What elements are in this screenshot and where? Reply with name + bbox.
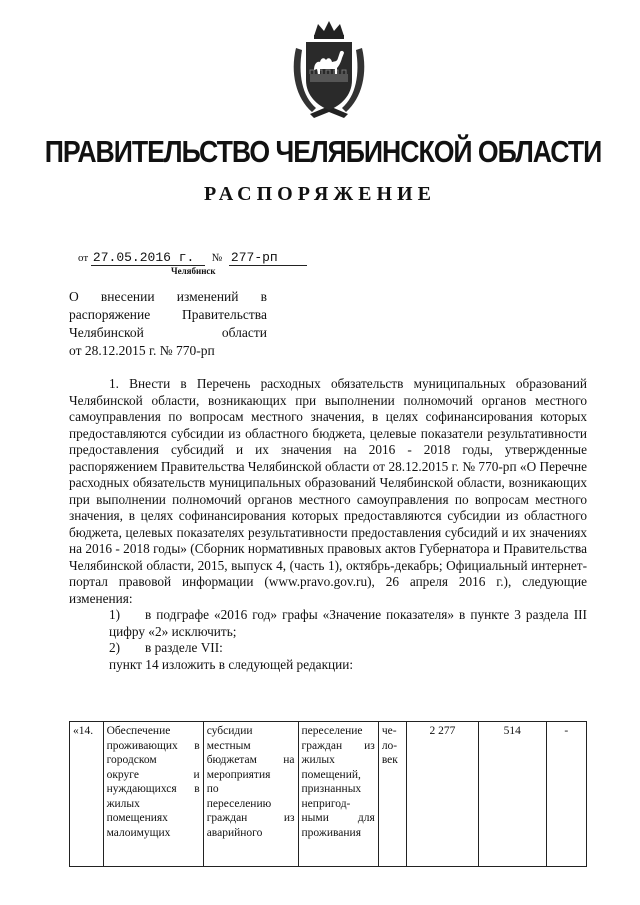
list-marker: 1) — [109, 607, 121, 622]
document-date: 27.05.2016 г. — [91, 250, 205, 266]
cell-line: местным — [206, 739, 251, 752]
cell-line: нуждающихся в — [106, 783, 200, 795]
cell-line: Обеспечение — [106, 725, 171, 737]
table-cell-unit — [378, 722, 406, 867]
date-prefix: от — [78, 252, 89, 264]
registration-line — [78, 250, 307, 266]
excerpt-table — [69, 721, 587, 867]
cell-line: проживания — [301, 826, 361, 839]
cell-line: проживающих в — [106, 739, 200, 752]
document-number: 277-рп — [229, 250, 307, 266]
document-type: РАСПОРЯЖЕНИЕ — [204, 183, 436, 205]
cell-line: аварийного — [206, 826, 263, 839]
table-cell-value-2018: - — [546, 722, 586, 867]
table-cell-value-2016: 2 277 — [406, 722, 478, 867]
government-title: ПРАВИТЕЛЬСТВО ЧЕЛЯБИНСКОЙ ОБЛАСТИ — [44, 134, 602, 169]
document-body — [69, 376, 587, 673]
subject-line: Челябинской области — [69, 325, 267, 340]
paragraph-1: 1. Внести в Перечень расходных обязательств муниципальных образований Челябинской области, возникающих при выполнении полномочий органов местного самоуправления по вопросам местного значения, в целях софинансирования которых предоставляются субсидии из областного бюджета, целевые показатели результативности предоставления субсидий и их значения на 2016 - 2018 годы, утвержденные распоряжением Правительства Челябинской области от 28.12.2015 г. № 770-рп «О Перечне расходных обязательств муниципальных образований Челябинской области, возникающих при выполнении полномочий органов местного самоуправления по вопросам местного значения, в целях софинансирования которых предоставляются субсидии из областного бюджета, целевых показателях результативности предоставления субсидий и их значениях на 2016 - 2018 годы» (Сборник нормативных правовых актов Губернатора и Правительства Челябинской области, 2015, выпуск 4, (часть 1), октябрь-декабрь; Официальный интернет-портал правовой информации (www.pravo.gov.ru), 26 апреля 2016 г.), следующие изменения: — [69, 376, 587, 606]
cell-line: городском — [106, 754, 157, 766]
cell-line: признанных — [301, 783, 362, 795]
cell-line: непригод- — [301, 797, 351, 810]
cell-line: жилых — [106, 797, 140, 810]
cell-line: помещений, — [301, 768, 361, 781]
cell-line: по — [206, 783, 219, 795]
list-marker: 2) — [109, 640, 121, 655]
cell-line: переселению — [206, 797, 272, 810]
subject-line: распоряжение Правительства — [69, 307, 267, 322]
cell-line: бюджетам на — [206, 754, 295, 766]
cell-line: ными для — [301, 812, 375, 824]
list-item-2 — [109, 640, 587, 657]
cell-line: субсидии — [206, 725, 253, 737]
list-item-2-sub: пункт 14 изложить в следующей редакции: — [109, 656, 354, 672]
coat-of-arms-icon — [290, 18, 368, 120]
list-item-text: в подграфе «2016 год» графы «Значение показателя» в пункте 3 раздела III цифру «2» исключить; — [109, 607, 587, 639]
table-cell-number: «14. — [70, 722, 104, 867]
table-cell-value-2017: 514 — [479, 722, 546, 867]
number-prefix: № — [211, 252, 223, 264]
subject-line: О внесении изменений в — [69, 289, 267, 304]
cell-line: переселение — [301, 725, 363, 737]
list-item-1 — [109, 607, 587, 640]
cell-line: век — [381, 754, 398, 766]
table-cell-purpose — [103, 722, 203, 867]
table-cell-indicator — [298, 722, 378, 867]
cell-line: граждан из — [206, 812, 295, 824]
subject-line: от 28.12.2015 г. № 770-рп — [69, 343, 215, 358]
cell-line: че- — [381, 725, 397, 737]
table-cell-subsidy — [203, 722, 298, 867]
cell-line: ло- — [381, 739, 398, 752]
cell-line: мероприятия — [206, 768, 271, 781]
table-row — [70, 722, 587, 867]
document-subject — [69, 288, 267, 360]
issue-city: Челябинск — [171, 266, 216, 276]
cell-line: граждан из — [301, 739, 375, 752]
cell-line: округе и — [106, 768, 200, 781]
cell-line: жилых — [301, 754, 335, 766]
cell-line: малоимущих — [106, 826, 171, 839]
list-item-text: в разделе VII: — [145, 640, 223, 655]
cell-line: помещениях — [106, 812, 168, 824]
